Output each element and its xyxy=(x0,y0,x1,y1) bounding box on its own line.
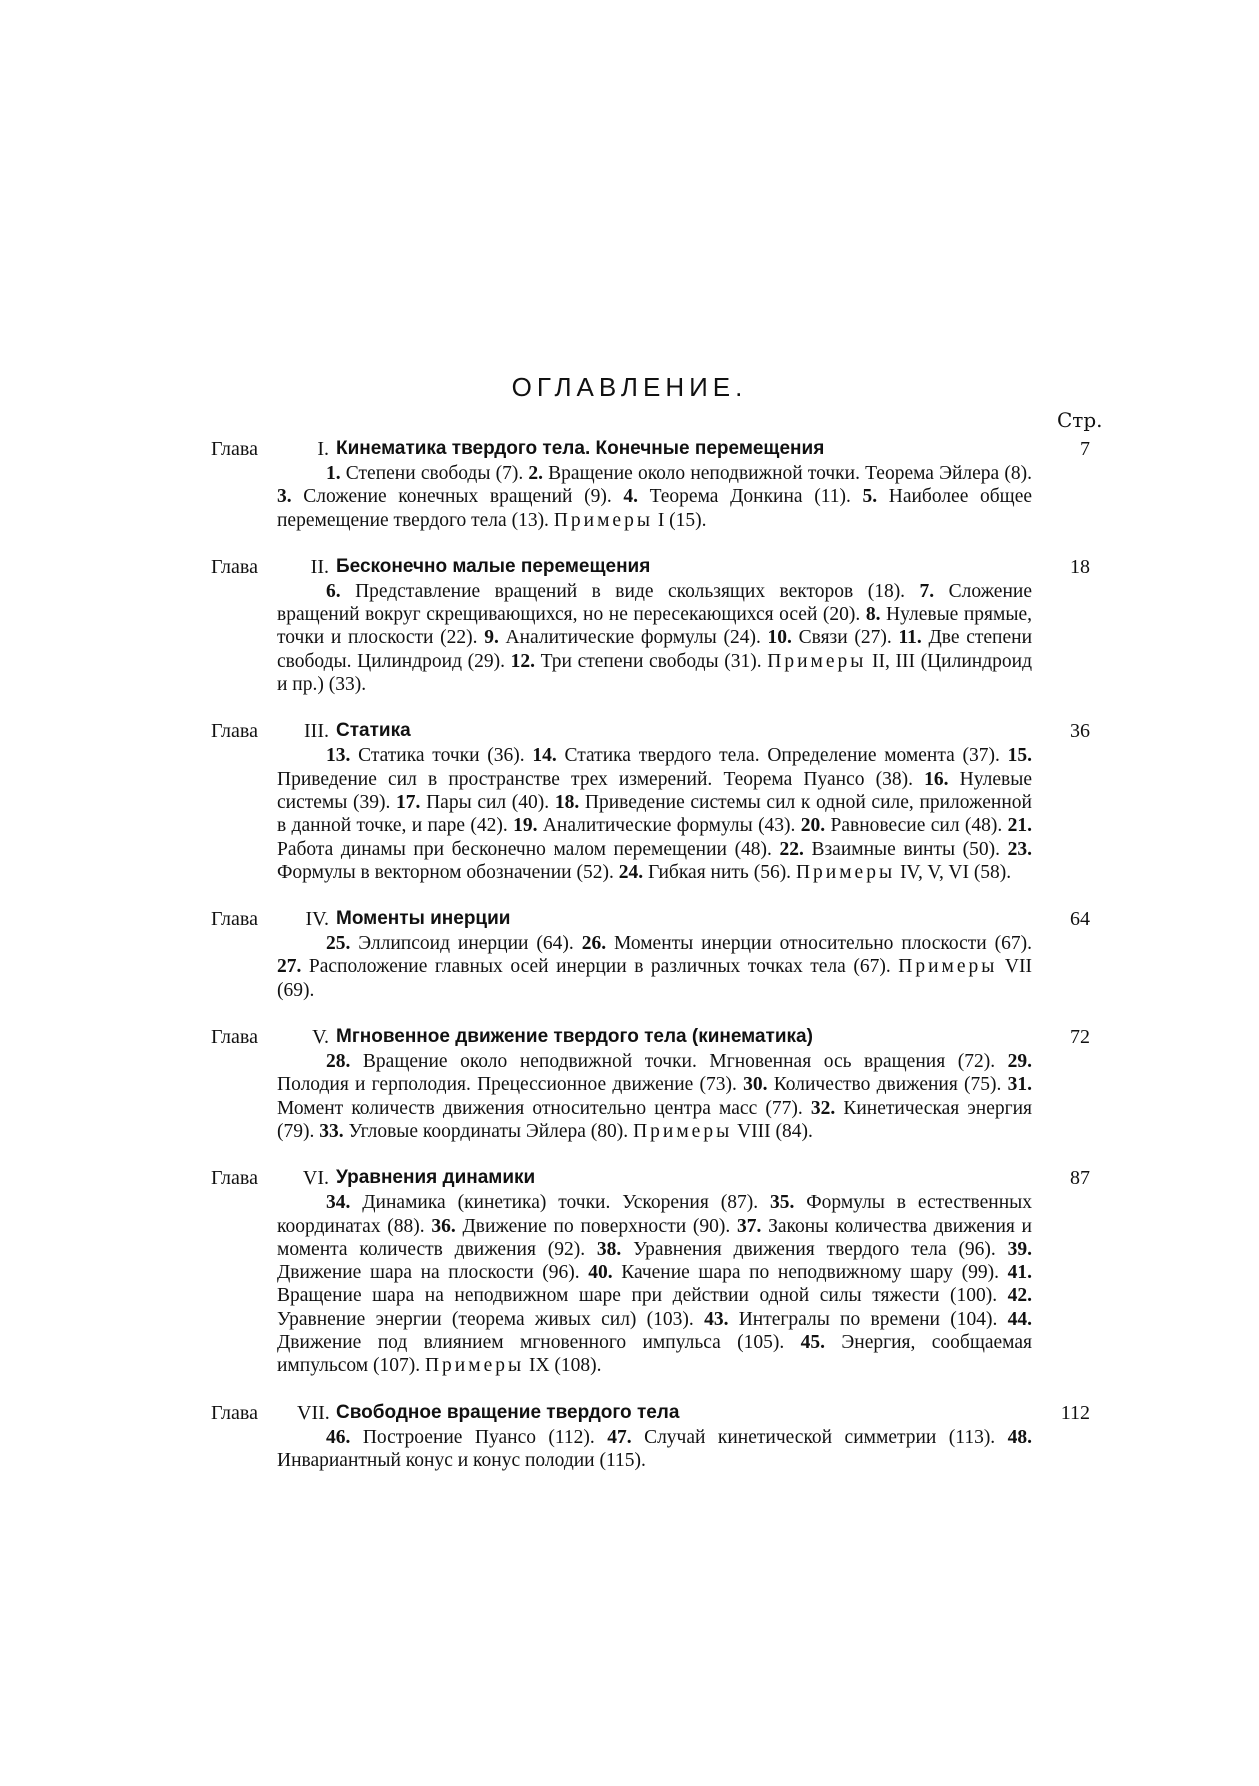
section-number: 32. xyxy=(810,1097,836,1119)
examples-label: Примеры xyxy=(795,861,896,883)
section-number: 22. xyxy=(779,838,804,860)
toc-chapter xyxy=(0,436,1259,532)
section-number: 29. xyxy=(1007,1051,1032,1073)
chapter-title-text: Бесконечно малые перемещения xyxy=(336,556,656,577)
section-number: 47. xyxy=(607,1426,632,1448)
section-text: Уравнение энергии (теорема живых сил) (103). xyxy=(277,1308,705,1330)
chapter-word: Глава xyxy=(211,720,258,743)
chapter-sections xyxy=(277,1426,1032,1473)
chapter-title-text: Свободное вращение твердого тела xyxy=(336,1402,685,1423)
chapter-title[interactable] xyxy=(336,1165,1032,1191)
section-text: Динамика (кинетика) точки. Ускорения (87). xyxy=(350,1192,770,1214)
section-number: 40. xyxy=(588,1262,613,1284)
chapter-page-number: 7 xyxy=(1080,438,1090,460)
section-text: Статика твердого тела. Определение момента (37). xyxy=(556,745,1008,767)
section-number: 44. xyxy=(1007,1308,1032,1330)
toc-chapter xyxy=(0,1165,1259,1377)
section-text: Моменты инерции относительно плоскости (67). xyxy=(606,933,1033,955)
section-text: Эллипсоид инерции (64). xyxy=(350,933,582,955)
section-number: 8. xyxy=(865,604,881,626)
toc-chapter xyxy=(0,1400,1259,1473)
section-text: Количество движения (75). xyxy=(767,1074,1008,1096)
section-text: Гибкая нить (56). xyxy=(643,861,796,883)
chapter-title-text: Моменты инерции xyxy=(336,908,516,929)
chapter-page-number: 112 xyxy=(1060,1401,1090,1424)
section-number: 11. xyxy=(898,627,922,649)
section-number: 48. xyxy=(1007,1426,1032,1448)
section-text: Аналитические формулы (24). xyxy=(498,627,768,649)
chapter-heading xyxy=(0,1024,1259,1050)
section-number: 27. xyxy=(277,956,302,978)
chapter-sections xyxy=(277,1050,1032,1143)
section-number: 15. xyxy=(1007,745,1032,767)
chapter-word: Глава xyxy=(211,555,258,578)
toc-chapter xyxy=(0,1024,1259,1143)
section-text: Приведение системы сил к одной силе, приложенной в данной точке, и паре (42). xyxy=(277,791,1032,837)
chapter-word: Глава xyxy=(211,1401,258,1424)
section-text: Степени свободы (7). xyxy=(340,463,529,484)
chapter-heading xyxy=(0,718,1259,744)
section-text: Полодия и герполодия. Прецессионное движение (73). xyxy=(277,1074,744,1096)
chapter-heading xyxy=(0,554,1259,580)
chapter-title[interactable] xyxy=(336,718,1032,744)
toc-chapter xyxy=(0,554,1259,696)
chapter-word: Глава xyxy=(211,1167,258,1190)
section-number: 19. xyxy=(513,815,538,837)
section-number: 34. xyxy=(326,1192,351,1214)
section-text: Вращение около неподвижной точки. Мгновенная ось вращения (72). xyxy=(350,1051,1008,1073)
chapter-sections xyxy=(277,1191,1032,1377)
chapter-heading xyxy=(0,1400,1259,1426)
section-text: Пары сил (40). xyxy=(420,791,555,813)
chapter-title[interactable] xyxy=(336,554,1032,580)
chapter-page-number: 72 xyxy=(1070,1026,1090,1049)
section-text: Наиболее общее перемещение твердого тела (13). xyxy=(277,486,1033,531)
section-text: Связи (27). xyxy=(791,627,899,649)
section-text: Угловые координаты Эйлера (80). xyxy=(343,1120,634,1142)
section-text: Нулевые системы (39). xyxy=(277,768,1032,813)
section-text: Законы количества движения и момента количеств движения (92). xyxy=(277,1215,1032,1260)
section-text: Движение по поверхности (90). xyxy=(455,1215,737,1237)
section-text: Кинетическая энергия (79). xyxy=(277,1097,1033,1142)
section-text: VII (69). xyxy=(277,956,1032,1001)
chapter-heading xyxy=(0,1165,1259,1191)
examples-label: Примеры xyxy=(424,1355,525,1377)
section-number: 24. xyxy=(618,861,644,883)
chapter-sections xyxy=(277,744,1032,884)
section-text: Формулы в векторном обозначении (52). xyxy=(277,861,619,883)
section-text: Расположение главных осей инерции в различных точках тела (67). xyxy=(301,956,899,978)
section-number: 23. xyxy=(1007,838,1032,860)
chapter-title[interactable] xyxy=(336,906,1032,932)
examples-label: Примеры xyxy=(767,650,867,672)
chapter-title-text: Мгновенное движение твердого тела (кинематика) xyxy=(336,1026,819,1047)
chapter-number: I. xyxy=(317,438,329,460)
section-text: Работа динамы при бесконечно малом перемещении (48). xyxy=(277,838,780,860)
toc-chapter xyxy=(0,906,1259,1002)
section-number: 17. xyxy=(396,791,421,813)
section-number: 2. xyxy=(528,463,544,484)
chapter-number: V. xyxy=(312,1026,329,1049)
section-number: 30. xyxy=(743,1074,768,1096)
chapter-sections xyxy=(277,462,1032,532)
section-number: 33. xyxy=(319,1120,344,1142)
chapter-word: Глава xyxy=(211,908,258,931)
chapter-heading xyxy=(0,906,1259,932)
section-number: 10. xyxy=(767,627,792,649)
section-number: 45. xyxy=(800,1332,826,1354)
chapter-number: II. xyxy=(310,555,329,578)
chapter-number: VII. xyxy=(297,1401,330,1424)
section-text: IV, V, VI (58). xyxy=(895,861,1012,883)
table-of-contents xyxy=(0,436,1259,1494)
section-number: 37. xyxy=(736,1215,762,1237)
section-number: 46. xyxy=(326,1426,351,1448)
section-text: Вращение шара на неподвижном шаре при действии одной силы тяжести (100). xyxy=(277,1285,1008,1307)
section-text: Вращение около неподвижной точки. Теорема Эйлера (8). xyxy=(543,463,1032,484)
section-number: 4. xyxy=(623,486,638,508)
chapter-sections xyxy=(277,580,1032,696)
section-number: 5. xyxy=(862,486,878,508)
section-number: 39. xyxy=(1007,1238,1032,1260)
section-number: 26. xyxy=(581,933,607,955)
chapter-title[interactable] xyxy=(336,1024,1032,1050)
section-text: Приведение сил в пространстве трех измерений. Теорема Пуансо (38). xyxy=(277,768,925,790)
section-text: Равновесие сил (48). xyxy=(825,815,1008,837)
section-number: 7. xyxy=(919,580,935,602)
section-text: VIII (84). xyxy=(732,1120,813,1142)
chapter-page-number: 64 xyxy=(1070,908,1090,931)
section-text: Аналитические формулы (43). xyxy=(537,815,801,837)
section-number: 9. xyxy=(484,627,499,649)
section-number: 38. xyxy=(596,1238,622,1260)
section-text: Случай кинетической симметрии (113). xyxy=(631,1426,1008,1448)
section-text: Момент количеств движения относительно центра масс (77). xyxy=(277,1097,811,1119)
chapter-title[interactable] xyxy=(336,436,1032,462)
section-number: 18. xyxy=(554,791,580,813)
examples-label: Примеры xyxy=(898,956,998,978)
section-number: 31. xyxy=(1007,1074,1032,1096)
chapter-page-number: 18 xyxy=(1070,555,1090,578)
section-text: Теорема Донкина (11). xyxy=(637,486,863,508)
section-number: 35. xyxy=(769,1192,795,1214)
section-text: Сложение конечных вращений (9). xyxy=(291,486,624,508)
chapter-title-text: Статика xyxy=(336,720,417,741)
section-number: 43. xyxy=(704,1308,729,1330)
section-number: 3. xyxy=(277,486,292,508)
section-text: Две степени свободы. Цилиндроид (29). xyxy=(277,627,1033,672)
page-column-label: Стр. xyxy=(1057,408,1103,432)
chapter-heading xyxy=(0,436,1259,462)
section-number: 25. xyxy=(326,933,351,955)
section-text: Качение шара по неподвижному шару (99). xyxy=(612,1262,1008,1284)
section-number: 42. xyxy=(1007,1285,1032,1307)
page-title: ОГЛАВЛЕНИЕ. xyxy=(511,372,748,402)
chapter-title-text: Уравнения динамики xyxy=(336,1167,541,1188)
section-text: Взаимные винты (50). xyxy=(803,838,1008,860)
section-text: Уравнения движения твердого тела (96). xyxy=(621,1238,1008,1260)
section-number: 1. xyxy=(326,463,341,484)
chapter-page-number: 87 xyxy=(1070,1167,1090,1190)
chapter-sections xyxy=(277,932,1032,1002)
section-number: 13. xyxy=(326,745,351,767)
section-number: 16. xyxy=(924,768,949,790)
section-text: Представление вращений в виде скользящих векторов (18). xyxy=(340,580,920,602)
toc-chapter xyxy=(0,718,1259,884)
section-number: 14. xyxy=(532,745,557,767)
section-text: Энергия, сообщаемая импульсом (107). xyxy=(277,1332,1032,1377)
chapter-number: IV. xyxy=(305,908,329,931)
section-number: 28. xyxy=(326,1051,351,1073)
section-text: Движение шара на плоскости (96). xyxy=(277,1262,589,1284)
section-number: 41. xyxy=(1007,1262,1032,1284)
examples-label: Примеры xyxy=(633,1120,733,1142)
chapter-word: Глава xyxy=(211,1026,258,1049)
section-number: 12. xyxy=(510,650,535,672)
chapter-number: III. xyxy=(304,720,329,743)
section-text: Инвариантный конус и конус полодии (115). xyxy=(277,1449,646,1471)
chapter-page-number: 36 xyxy=(1070,720,1090,743)
examples-label: Примеры xyxy=(553,509,653,531)
section-number: 21. xyxy=(1007,815,1032,837)
chapter-number: VI. xyxy=(302,1167,329,1190)
section-text: Формулы в естественных координатах (88). xyxy=(277,1192,1032,1237)
section-text: I (15). xyxy=(652,509,707,531)
chapter-title[interactable] xyxy=(336,1400,1032,1426)
section-text: Нулевые прямые, точки и плоскости (22). xyxy=(277,604,1032,649)
section-text: Три степени свободы (31). xyxy=(535,650,768,672)
section-number: 6. xyxy=(326,580,341,602)
section-text: Интегралы по времени (104). xyxy=(728,1308,1008,1330)
section-number: 20. xyxy=(800,815,826,837)
section-text: Движение под влиянием мгновенного импульса (105). xyxy=(277,1332,801,1354)
section-text: Статика точки (36). xyxy=(350,745,533,767)
section-number: 36. xyxy=(431,1215,456,1237)
section-text: IX (108). xyxy=(524,1355,602,1377)
chapter-title-text: Кинематика твердого тела. Конечные перемещения xyxy=(336,438,830,459)
section-text: II, III (Цилиндроид и пр.) (33). xyxy=(277,650,1032,696)
chapter-word: Глава xyxy=(211,438,258,460)
section-text: Построение Пуансо (112). xyxy=(350,1426,608,1448)
section-text: Сложение вращений вокруг скрещивающихся, но не пересекающихся осей (20). xyxy=(277,580,1032,626)
